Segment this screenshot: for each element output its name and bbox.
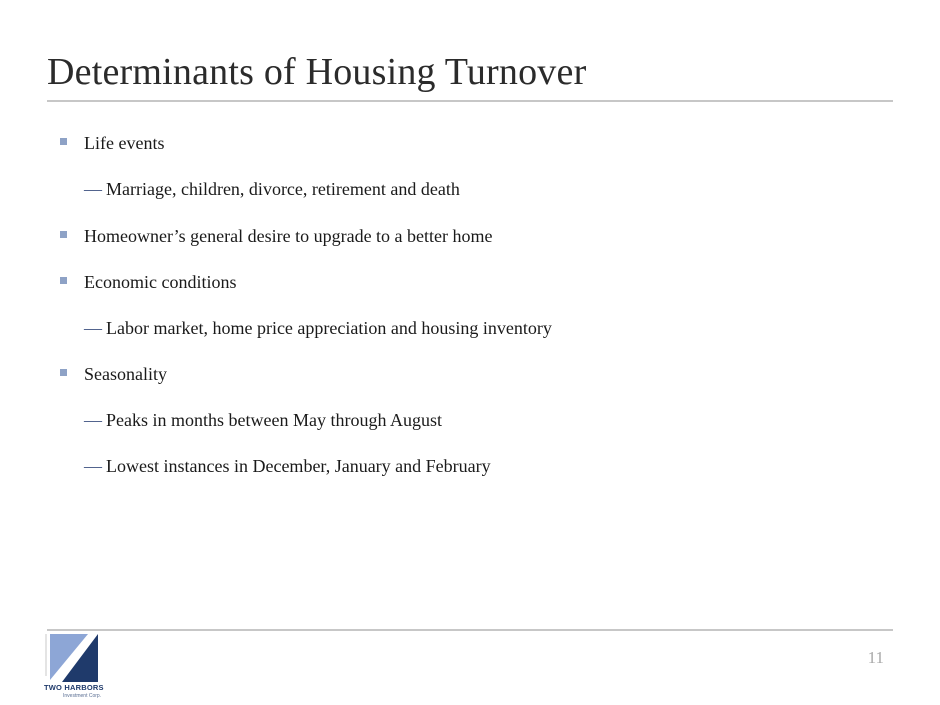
bullet-item: Homeowner’s general desire to upgrade to a better home (84, 226, 493, 246)
bullet-item: Life events (84, 133, 165, 153)
sub-bullet-item (84, 410, 442, 431)
sub-bullet-item (84, 179, 460, 200)
bullet-square-icon (60, 231, 67, 238)
dash-marker: — (84, 410, 102, 430)
sub-bullet-text: Peaks in months between May through August (106, 410, 442, 430)
dash-marker: — (84, 456, 102, 476)
dash-marker: — (84, 179, 102, 199)
bullet-item: Seasonality (84, 364, 167, 384)
bullet-square-icon (60, 138, 67, 145)
page-number: 11 (867, 648, 884, 667)
bullet-square-icon (60, 369, 67, 376)
logo-name: TWO HARBORS (44, 683, 104, 692)
slide-title: Determinants of Housing Turnover (47, 51, 587, 93)
bullet-item: Economic conditions (84, 272, 237, 292)
logo-subtitle: Investment Corp. (63, 693, 102, 699)
footer-divider (47, 629, 893, 631)
bullet-square-icon (60, 277, 67, 284)
sub-bullet-text: Marriage, children, divorce, retirement and death (106, 179, 460, 199)
sub-bullet-text: Labor market, home price appreciation and housing inventory (106, 318, 552, 338)
dash-marker: — (84, 318, 102, 338)
sub-bullet-text: Lowest instances in December, January and February (106, 456, 491, 476)
title-divider (47, 100, 893, 102)
sub-bullet-item (84, 456, 491, 477)
sub-bullet-item (84, 318, 552, 339)
